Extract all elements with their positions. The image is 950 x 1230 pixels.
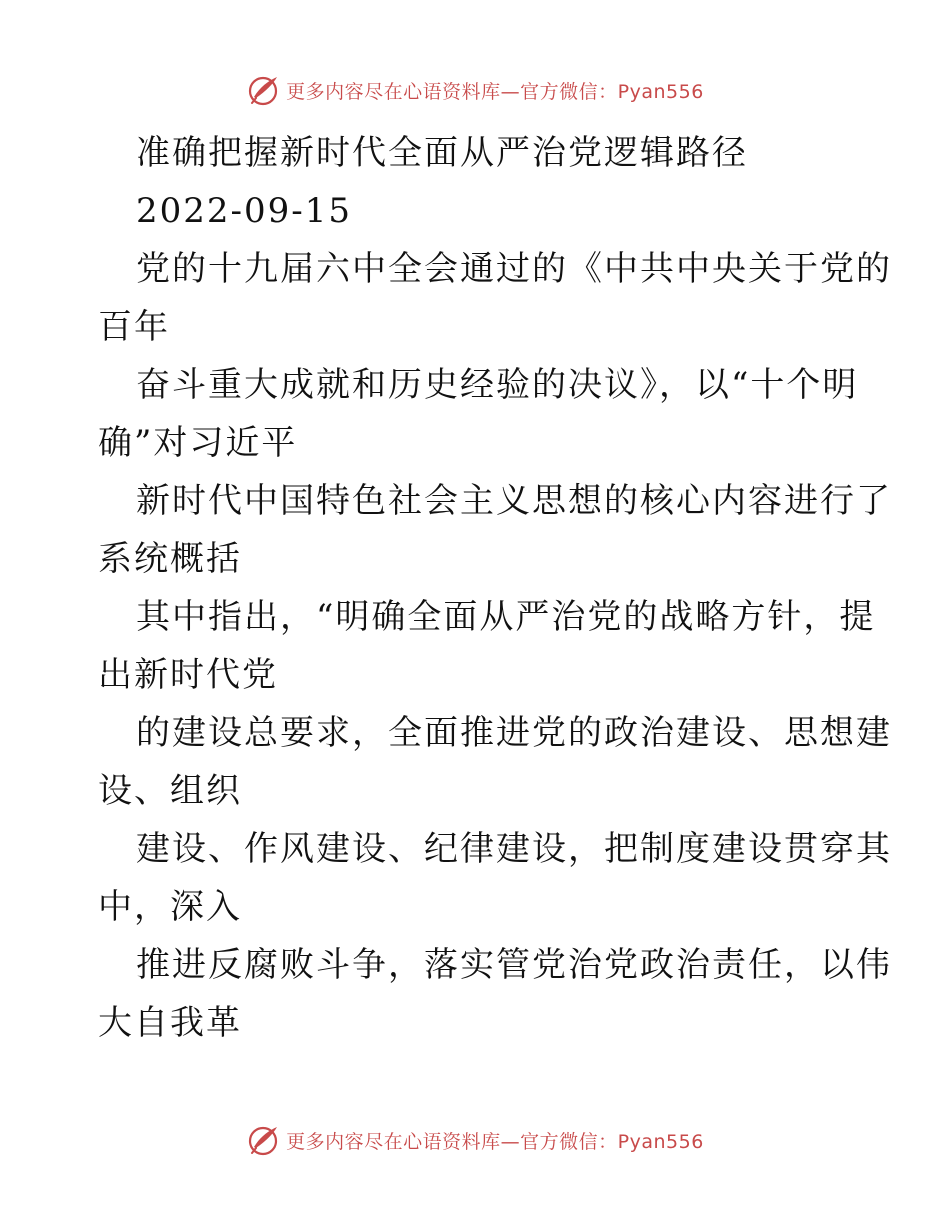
paragraph-line: 出新时代党 xyxy=(98,655,278,695)
footer-watermark xyxy=(0,1120,950,1160)
paragraph-line: 系统概括 xyxy=(98,539,242,579)
paragraph-line: 新时代中国特色社会主义思想的核心内容进行了 xyxy=(136,481,892,521)
paragraph-line: 中，深入 xyxy=(98,887,242,927)
watermark-text: 更多内容尽在心语资料库—官方微信：Pyan556 xyxy=(286,80,704,103)
paragraph-line: 设、组织 xyxy=(98,771,242,811)
feather-pen-logo-icon xyxy=(246,1123,280,1157)
paragraph-line: 党的十九届六中全会通过的《中共中央关于党的 xyxy=(136,249,892,289)
paragraph-line: 建设、作风建设、纪律建设，把制度建设贯穿其 xyxy=(136,829,892,869)
paragraph-line: 百年 xyxy=(98,307,170,347)
feather-pen-logo-icon xyxy=(246,73,280,107)
header-watermark xyxy=(0,70,950,110)
paragraph-line: 其中指出，“明确全面从严治党的战略方针，提 xyxy=(136,597,876,637)
document-title: 准确把握新时代全面从严治党逻辑路径 xyxy=(136,133,748,173)
paragraph-line: 大自我革 xyxy=(98,1003,242,1043)
document-body xyxy=(98,124,892,1052)
paragraph-line: 的建设总要求，全面推进党的政治建设、思想建 xyxy=(136,713,892,753)
paragraph-line: 确”对习近平 xyxy=(98,423,298,463)
watermark-text: 更多内容尽在心语资料库—官方微信：Pyan556 xyxy=(286,1130,704,1153)
document-date: 2022-09-15 xyxy=(136,191,353,231)
paragraph-line: 推进反腐败斗争，落实管党治党政治责任，以伟 xyxy=(136,945,892,985)
paragraph-line: 奋斗重大成就和历史经验的决议》，以“十个明 xyxy=(136,365,859,405)
